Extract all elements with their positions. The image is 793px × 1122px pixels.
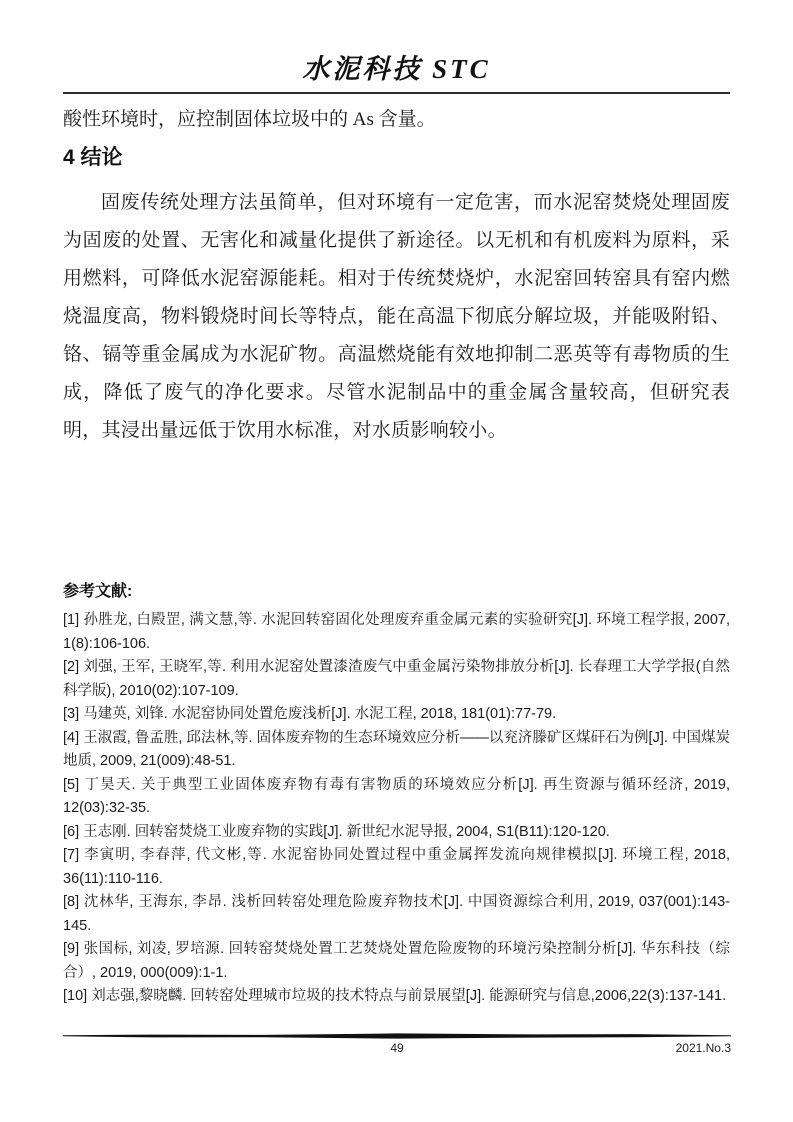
reference-item: [10] 刘志强,黎晓麟. 回转窑处理城市垃圾的技术特点与前景展望[J]. 能源研究与信息,2006,22(3):137-141. [63, 988, 727, 1004]
page-number: 49 [390, 1041, 404, 1055]
footer-rule [63, 1033, 731, 1039]
references-heading: 参考文献: [63, 583, 133, 600]
reference-item: [3] 马建英, 刘锋. 水泥窑协同处置危废浅析[J]. 水泥工程, 2018, 181(01):77-79. [63, 706, 557, 722]
conclusion-paragraph: 固废传统处理方法虽简单，但对环境有一定危害，而水泥窑焚烧处理固废为固废的处置、无害化和减量化提供了新途径。以无机和有机废料为原料，采用燃料，可降低水泥窑源能耗。相对于传统焚烧炉，水泥窑回转窑具有窑内燃烧温度高，物料锻烧时间长等特点，能在高温下彻底分解垃圾，并能吸附铅、铬、镉等重金属成为水泥矿物。高温燃烧能有效地抑制二恶英等有毒物质的生成，降低了废气的净化要求。尽管水泥制品中的重金属含量较高，但研究表明，其浸出量远低于饮用水标准，对水质影响较小。 [63, 192, 730, 441]
journal-title: 水泥科技 STC [302, 54, 491, 84]
issue-label: 2021.No.3 [675, 1041, 731, 1055]
article-body [63, 107, 730, 1009]
reference-item: [2] 刘强, 王军, 王晓军,等. 利用水泥窑处置漆渣废气中重金属污染物排放分析[J]. 长春理工大学学报(自然科学版), 2010(02):107-109. [63, 659, 730, 699]
section-heading-conclusion: 4 结论 [63, 146, 123, 169]
header-rule [63, 92, 730, 94]
reference-item: [6] 王志刚. 回转窑焚烧工业废弃物的实践[J]. 新世纪水泥导报, 2004, S1(B11):120-120. [63, 823, 610, 840]
reference-item: [5] 丁昊天. 关于典型工业固体废弃物有毒有害物质的环境效应分析[J]. 再生资源与循环经济, 2019, 12(03):32-35. [63, 776, 730, 816]
lead-sentence: 酸性环境时，应控制固体垃圾中的 As 含量。 [63, 109, 436, 130]
references-list [63, 609, 730, 1009]
footer-row [63, 1041, 731, 1057]
page-footer [63, 1033, 731, 1057]
reference-item: [8] 沈林华, 王海东, 李昂. 浅析回转窑处理危险废弃物技术[J]. 中国资源综合利用, 2019, 037(001):143-145. [63, 894, 730, 934]
page-header [63, 0, 730, 94]
reference-item: [7] 李寅明, 李春萍, 代文彬,等. 水泥窑协同处置过程中重金属挥发流向规律模拟[J]. 环境工程, 2018, 36(11):110-116. [63, 847, 730, 887]
reference-item: [9] 张国标, 刘凌, 罗培源. 回转窑焚烧处置工艺焚烧处置危险废物的环境污染控制分析[J]. 华东科技（综合）, 2019, 000(009):1-1. [63, 941, 730, 981]
reference-item: [4] 王淑霞, 鲁孟胜, 邱法林,等. 固体废弃物的生态环境效应分析——以兖济滕矿区煤矸石为例[J]. 中国煤炭地质, 2009, 21(009):48-51. [63, 729, 730, 769]
reference-item: [1] 孙胜龙, 白殿罡, 满文慧,等. 水泥回转窑固化处理废弃重金属元素的实验研究[J]. 环境工程学报, 2007, 1(8):106-106. [63, 612, 730, 652]
